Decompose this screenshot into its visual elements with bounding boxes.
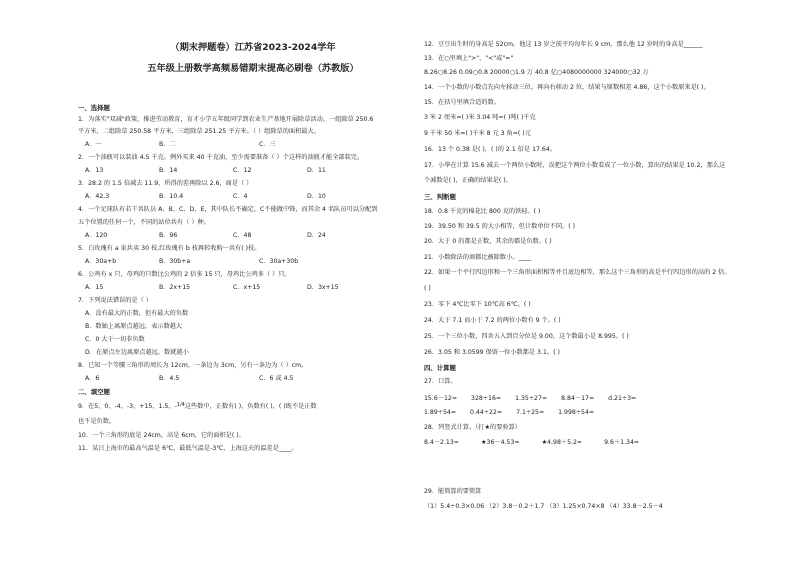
q15-line2: 9 千米 50 米=( )千米 8 元 3 角=( )元 — [424, 130, 531, 137]
q2-option-b[interactable]: B．14 — [159, 166, 178, 174]
q27-item: 0.44÷22= — [470, 409, 503, 416]
q25-text: 25．一个三位小数，四舍五入到百分位是 9.00，这个数最小是 8.995。( ) — [424, 333, 629, 340]
q3-option-d[interactable]: D．10 — [307, 192, 326, 200]
exam-title-line1: （期末押题卷）江苏省2023-2024学年 — [170, 42, 336, 53]
q1-line1: 1．为落实"双减"政策，推进劳动教育，育才小学五年级同学到农业生产基地开展除草活动。一组除草 250.6 — [78, 115, 374, 123]
q2-options — [78, 167, 381, 175]
q6-option-d[interactable]: D．3x+15 — [307, 283, 339, 291]
q15-line1: 3 米 2 厘米=( )米 3.04 吨=( )吨( )千克 — [424, 114, 536, 121]
q3-option-b[interactable]: B．10.4 — [159, 192, 184, 200]
q27-item: 15.6－12= — [424, 395, 458, 402]
q3-option-c[interactable]: C．4 — [233, 192, 248, 200]
q4-options — [78, 232, 381, 240]
q2-option-c[interactable]: C．12 — [233, 166, 252, 174]
q9-line1 — [78, 402, 317, 411]
q2-text: 2．一个油瓶可以装油 4.5 千克。例外买来 40 千克油，至少需要准备（ ）个这样的油瓶才能全部装完。 — [78, 153, 364, 161]
q29-items: （1）5.4÷0.3×0.06 （2）3.8－0.2＋1.7 （3）1.25×0.74×8 （4）33.8－2.5－4 — [424, 503, 663, 510]
q4-option-c[interactable]: C．48 — [233, 231, 252, 239]
q28-text: 28．列竖式计算。（打★的要验算） — [424, 424, 521, 431]
exam-title-line2: 五年级上册数学高频易错期末提高必刷卷（苏教版） — [147, 63, 359, 75]
q1-line2: 平方米，二组除草 250.58 平方米，三组除草 251.25 平方米。（ ）组除草的面积最大。 — [78, 127, 320, 135]
q27-row1 — [424, 395, 650, 403]
section-choice-heading: 一、选择题 — [78, 103, 110, 112]
q11-text: 11．某日上海市的最高气温是 6℃，最低气温是-3℃，上海这天的温差是____。 — [78, 444, 298, 452]
q1-option-b[interactable]: B．二 — [159, 140, 176, 148]
q8-option-a[interactable]: A．6 — [85, 374, 100, 382]
q2-option-d[interactable]: D．11 — [307, 166, 326, 174]
q22-line1: 22．如果一个平行四边形和一个三角形面积相等并且底边相等，那么这个三角形的高是平行四边形的高的 2 倍。 — [424, 269, 731, 276]
q27-item: d.21÷3= — [608, 395, 637, 402]
q9-text-a: 9．在5、0、-4、-3、+15、1.5、- — [78, 402, 177, 410]
q3-options — [78, 193, 381, 201]
q27-item: 1.998÷54= — [558, 409, 595, 416]
q28-item: 9.6＋1.34= — [604, 439, 640, 446]
q3-text: 3．28.2 的 1.5 倍减去 11.9，所得的差再除以 2.6，商是（ ） — [78, 179, 253, 187]
q8-option-c[interactable]: C．6 或 4.5 — [259, 374, 294, 382]
q4-option-b[interactable]: B．96 — [159, 231, 178, 239]
q13-text: 13．在○里填上">"、"<"或"=" — [424, 55, 514, 62]
q7-option-d[interactable]: D．在原点左边离原点越远，数就越小 — [85, 348, 189, 356]
q28-item: ★4.98＋5.2= — [541, 439, 583, 446]
q20-text: 20．大于 0 的都是正数，其余的都是负数。( ) — [424, 238, 552, 245]
section-calc-heading: 四、计算题 — [424, 364, 456, 372]
q7-text: 7．下列说法错误的是（ ） — [78, 296, 152, 304]
q2-option-a[interactable]: A．13 — [85, 166, 104, 174]
q28-item: ★36－4.53= — [481, 439, 520, 446]
q9-line2: 也不是负数。 — [78, 417, 116, 425]
q5-option-b[interactable]: B．30b+a — [159, 257, 191, 265]
q21-text: 21．小数除法的商都比被除数小。____ — [424, 254, 531, 261]
q19-text: 19．39.50 和 39.5 的大小相等，但计数单位不同。( ) — [424, 223, 576, 230]
q9-fraction: 1/4 — [176, 401, 185, 408]
q15-text: 15．在括号里填合适的数。 — [424, 99, 500, 106]
q12-text: 12．豆豆出生时的身高是 52cm，他这 13 岁之前平均每年长 9 cm，那么他 12 岁时的身高是______ — [424, 41, 703, 48]
q6-options — [78, 284, 381, 292]
section-fill-heading: 二、填空题 — [78, 387, 110, 396]
q28-item: 8.4－2.13= — [424, 439, 459, 446]
q4-line2: 五个位置的任何一个，不同的站位共有（ ）种。 — [78, 218, 210, 226]
q7-option-c[interactable]: C．0 大于一切非负数 — [85, 335, 145, 343]
q3-option-a[interactable]: A．42.3 — [85, 192, 110, 200]
q8-text: 8．已知一个等腰三角形的周长为 12cm，一条边为 3cm，另有一条边为（ ）cm。 — [78, 361, 308, 369]
q6-option-c[interactable]: C．x+15 — [233, 283, 261, 291]
q24-text: 24．大于 7.1 而小于 7.2 的两位小数有 9 个。( ) — [424, 317, 561, 324]
q16-text: 16．13 个 0.38 是( )，( )的 2.1 倍是 17.64。 — [424, 146, 556, 153]
q27-item: 7.1÷25= — [516, 409, 545, 416]
q1-options — [78, 141, 333, 149]
q27-item: 328÷16= — [471, 395, 502, 402]
q6-option-b[interactable]: B．2x+15 — [159, 283, 191, 291]
q4-line1: 4．一个足球队有若干名队员 A、B、C、D、E，其中队长不确定，C不能做中锋，而其余 4 名队员可以分配到 — [78, 205, 378, 213]
q23-text: 23．零下 4℃比零下 10℃高 6℃。( ) — [424, 301, 531, 308]
q5-option-c[interactable]: C．30a+30b — [259, 257, 299, 265]
q10-text: 10．一个三角形的底是 24cm，高是 6cm，它的面积是( )。 — [78, 431, 245, 439]
q9-text-b: 这些数中，正数有( )，负数有( )，( )既不是正数 — [184, 402, 317, 410]
q6-option-a[interactable]: A．15 — [85, 283, 104, 291]
q5-option-a[interactable]: A．30a+b — [85, 257, 117, 265]
q8-options — [78, 375, 333, 383]
q4-option-a[interactable]: A．120 — [85, 231, 108, 239]
q27-row2 — [424, 409, 608, 417]
q28-row — [424, 439, 653, 447]
q27-text: 27．口算。 — [424, 378, 457, 385]
q1-option-a[interactable]: A．一 — [85, 140, 102, 148]
q17-line1: 17．小华在计算 15.6 减去一个两位小数时，误把这个两位小数看成了一位小数，算出的结果是 10.2，那么这 — [424, 162, 726, 169]
left-column — [78, 0, 428, 504]
q5-text: 5．白玫瑰有 a 束共卖 30 枝,红玫瑰有 b 枝再转收购一共有( )枝。 — [78, 244, 261, 252]
q18-text: 18．0.8 千克的棉花比 800 克的铁轻。( ) — [424, 208, 541, 215]
q1-option-c[interactable]: C．三 — [259, 140, 276, 148]
q29-text: 29．能简算的要简算 — [424, 488, 482, 495]
q8-option-b[interactable]: B．4.5 — [159, 374, 180, 382]
q27-item: 1.89÷54= — [424, 409, 457, 416]
section-judge-heading: 三、判断题 — [424, 193, 456, 201]
right-column — [424, 0, 774, 562]
q6-text: 6．公鸡有 x 只，母鸡的只数比公鸡的 2 倍多 15 只，母鸡比公鸡多（ ）只。 — [78, 270, 291, 278]
q13-items: 8.26○8.26 0.09○0.8 20000○1.9 万 40.8 亿○4080000000 324000○32 万 — [424, 69, 649, 76]
q7-option-b[interactable]: B．数轴上离原点越远，表示数越大 — [85, 322, 183, 330]
q27-item: 1.35÷27= — [515, 395, 548, 402]
q27-item: 8.84－17= — [561, 395, 595, 402]
q14-text: 14．一个小数的小数点先向左移动三位，再向右移动 2 位，结果与原数相差 4.86，这个小数原来是( )。 — [424, 84, 710, 91]
q5-options — [78, 258, 333, 266]
q17-line2: 个减数是( )，正确的结果是( )。 — [424, 177, 512, 184]
q4-option-d[interactable]: D．24 — [307, 231, 326, 239]
q7-option-a[interactable]: A．没有最大的正数，但有最大的负数 — [85, 309, 189, 317]
q22-line2: ( ) — [424, 285, 431, 292]
q26-text: 26．3.05 和 3.0599 保留一位小数都是 3.1。( ) — [424, 349, 560, 356]
